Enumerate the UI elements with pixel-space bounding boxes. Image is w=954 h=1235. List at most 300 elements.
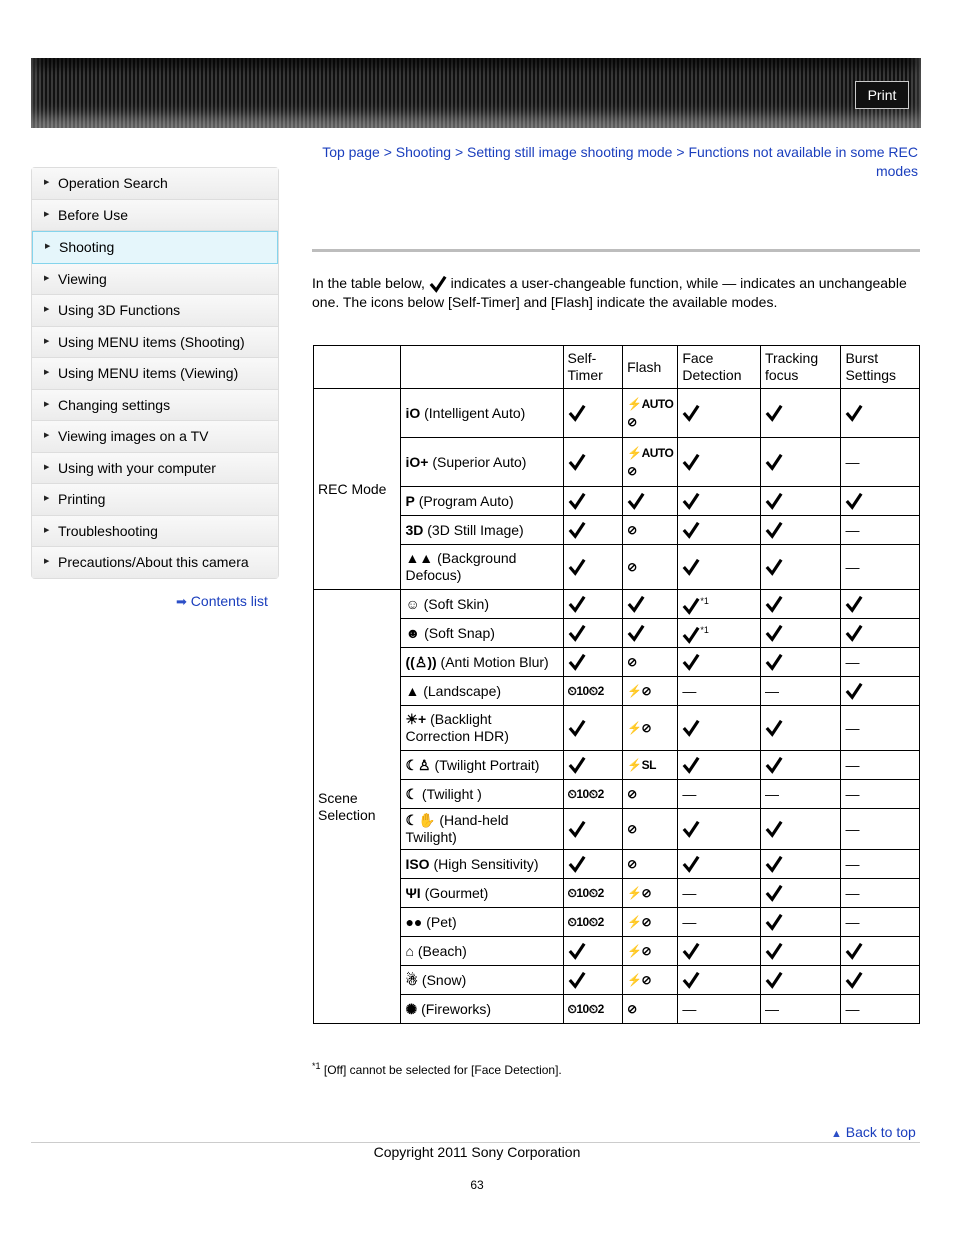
table-row xyxy=(314,809,920,850)
breadcrumb-top[interactable]: Top page xyxy=(322,144,380,160)
value-cell xyxy=(678,677,761,706)
sidebar-item-label: Operation Search xyxy=(58,175,168,191)
value-cell xyxy=(563,908,623,937)
check-icon xyxy=(568,942,586,960)
self-timer-icon: ⏲10⏲2 xyxy=(567,684,604,698)
arrow-right-icon: ▶ xyxy=(44,337,50,345)
breadcrumb-sep: > xyxy=(676,144,685,160)
value-cell xyxy=(678,619,761,648)
value-cell xyxy=(678,809,761,850)
value-cell xyxy=(841,706,920,751)
mode-icon: ●● xyxy=(405,913,423,930)
flash-on-off-icon: ⚡⊘ xyxy=(627,721,652,735)
table-row xyxy=(314,389,920,438)
mode-label: (Pet) xyxy=(426,913,457,930)
value-cell xyxy=(678,545,761,590)
value-cell xyxy=(841,516,920,545)
mode-label: (Twilight Portrait) xyxy=(434,756,540,773)
check-icon xyxy=(765,453,783,471)
sidebar-item-menu-viewing[interactable] xyxy=(32,358,278,390)
check-icon xyxy=(682,942,700,960)
arrow-right-icon: ▶ xyxy=(44,369,50,376)
mode-cell xyxy=(401,908,563,937)
mode-cell xyxy=(401,677,563,706)
dash: — xyxy=(845,453,860,470)
table-row xyxy=(314,648,920,677)
value-cell xyxy=(841,487,920,516)
check-icon xyxy=(845,682,863,700)
value-cell xyxy=(563,619,623,648)
value-cell xyxy=(678,995,761,1024)
value-cell xyxy=(841,850,920,879)
value-cell xyxy=(841,937,920,966)
check-icon xyxy=(682,719,700,737)
value-cell xyxy=(760,908,841,937)
table-row xyxy=(314,590,920,619)
header-cell xyxy=(314,346,401,389)
sidebar-item-computer[interactable] xyxy=(32,453,278,485)
value-cell xyxy=(623,619,678,648)
mode-label: (Landscape) xyxy=(423,682,502,699)
value-cell xyxy=(563,677,623,706)
table-row xyxy=(314,487,920,516)
mode-label: (Hand-held Twilight) xyxy=(405,812,509,845)
triangle-up-icon: ▲ xyxy=(831,1128,842,1140)
check-icon xyxy=(429,275,447,293)
value-cell xyxy=(841,908,920,937)
mode-cell xyxy=(401,438,563,487)
value-cell xyxy=(678,706,761,751)
value-cell xyxy=(760,487,841,516)
sidebar-item-precautions[interactable] xyxy=(32,547,278,578)
check-icon xyxy=(568,820,586,838)
check-icon xyxy=(627,492,645,510)
sidebar-item-label: Using 3D Functions xyxy=(58,302,181,318)
value-cell xyxy=(760,995,841,1024)
mode-icon: ☀+ xyxy=(405,711,427,727)
dash: — xyxy=(845,653,860,670)
value-cell xyxy=(841,677,920,706)
check-icon xyxy=(765,756,783,774)
mode-cell xyxy=(401,648,563,677)
value-cell xyxy=(841,809,920,850)
check-icon xyxy=(765,404,783,422)
arrow-right-icon: ▶ xyxy=(44,274,50,282)
check-icon xyxy=(765,820,783,838)
value-cell xyxy=(760,438,841,487)
value-cell xyxy=(841,648,920,677)
value-cell xyxy=(678,516,761,545)
intro-text xyxy=(312,274,920,311)
table-row xyxy=(314,751,920,780)
flash-off-icon: ⊘ xyxy=(627,787,637,801)
dash: — xyxy=(845,855,860,872)
value-cell xyxy=(623,966,678,995)
value-cell xyxy=(760,966,841,995)
sidebar-item-label: Before Use xyxy=(58,206,129,223)
table-header-row xyxy=(314,346,920,389)
table-row xyxy=(314,937,920,966)
value-cell xyxy=(563,487,623,516)
dash: — xyxy=(845,558,860,575)
flash-off-icon: ⊘ xyxy=(627,1002,637,1016)
table-row xyxy=(314,545,920,590)
value-cell xyxy=(563,516,623,545)
header-cell: Tracking focus xyxy=(760,346,841,389)
dash: — xyxy=(764,785,779,802)
value-cell xyxy=(841,438,920,487)
table-row xyxy=(314,908,920,937)
dash: — xyxy=(845,521,860,538)
self-timer-icon: ⏲10⏲2 xyxy=(567,915,604,929)
value-cell xyxy=(760,545,841,590)
mode-label: (Soft Skin) xyxy=(423,595,489,612)
value-cell xyxy=(678,590,761,619)
check-icon xyxy=(682,756,700,774)
value-cell xyxy=(841,995,920,1024)
value-cell xyxy=(678,879,761,908)
mode-icon: ▲▲ xyxy=(405,550,434,566)
flash-on-off-icon: ⚡⊘ xyxy=(627,886,652,900)
check-icon xyxy=(627,595,645,613)
value-cell xyxy=(623,908,678,937)
breadcrumb xyxy=(312,143,918,181)
sidebar-item-troubleshooting[interactable] xyxy=(32,516,278,548)
mode-cell xyxy=(401,995,563,1024)
mode-icon: 3D xyxy=(405,521,424,538)
sidebar-item-operation-search[interactable] xyxy=(32,168,278,200)
value-cell xyxy=(623,809,678,850)
check-icon xyxy=(765,595,783,613)
dash: — xyxy=(764,682,779,699)
check-icon xyxy=(682,653,700,671)
table-row xyxy=(314,516,920,545)
value-cell xyxy=(563,545,623,590)
value-cell xyxy=(841,389,920,438)
mode-label: (Twilight ) xyxy=(421,785,482,802)
mode-label: (Snow) xyxy=(421,971,467,988)
value-cell xyxy=(760,648,841,677)
value-cell xyxy=(563,780,623,809)
check-icon xyxy=(682,597,700,615)
mode-label: (Gourmet) xyxy=(424,884,489,901)
sidebar-item-3d-functions[interactable] xyxy=(32,295,278,327)
functions-table xyxy=(313,345,920,1024)
dash: — xyxy=(845,756,860,773)
mode-icon: P xyxy=(405,492,415,509)
mode-label: (Background Defocus) xyxy=(405,550,517,583)
sidebar-item-viewing[interactable] xyxy=(32,264,278,296)
check-icon xyxy=(765,521,783,539)
value-cell xyxy=(841,966,920,995)
sidebar-item-label: Precautions/About this camera xyxy=(58,554,249,570)
dash: — xyxy=(682,1000,697,1017)
flash-off-icon: ⊘ xyxy=(627,655,637,669)
value-cell xyxy=(760,590,841,619)
self-timer-icon: ⏲10⏲2 xyxy=(567,886,604,900)
sidebar-item-label: Viewing images on a TV xyxy=(58,428,209,444)
value-cell xyxy=(563,879,623,908)
mode-label: (Intelligent Auto) xyxy=(424,404,526,421)
print-button[interactable]: Print xyxy=(855,81,909,109)
sidebar-item-shooting[interactable] xyxy=(32,231,278,264)
arrow-right-icon: ▶ xyxy=(44,432,50,439)
mode-icon: ΨΙ xyxy=(405,884,421,901)
check-icon xyxy=(568,558,586,576)
value-cell xyxy=(678,648,761,677)
breadcrumb-current[interactable]: Functions not available in some REC modes xyxy=(688,144,918,179)
value-cell xyxy=(678,908,761,937)
dash: — xyxy=(845,1000,860,1017)
check-icon xyxy=(765,884,783,902)
breadcrumb-setting[interactable]: Setting still image shooting mode xyxy=(467,144,673,160)
check-icon xyxy=(568,653,586,671)
sidebar-item-label: Shooting xyxy=(59,239,115,255)
intro-before: In the table below, xyxy=(312,275,425,291)
value-cell xyxy=(678,438,761,487)
value-cell xyxy=(563,850,623,879)
check-icon xyxy=(568,492,586,510)
header-cell: Burst Settings xyxy=(841,346,920,389)
value-cell xyxy=(563,966,623,995)
value-cell xyxy=(760,516,841,545)
back-to-top-link[interactable] xyxy=(831,1124,916,1140)
value-cell xyxy=(678,389,761,438)
check-icon xyxy=(765,653,783,671)
value-cell xyxy=(841,879,920,908)
value-cell xyxy=(841,619,920,648)
value-cell xyxy=(760,879,841,908)
mode-cell xyxy=(401,850,563,879)
check-icon xyxy=(845,971,863,989)
sidebar-item-label: Using with your computer xyxy=(58,459,216,476)
value-cell xyxy=(760,780,841,809)
value-cell xyxy=(678,751,761,780)
mode-icon: iO xyxy=(405,404,421,421)
table-row xyxy=(314,706,920,751)
value-cell xyxy=(623,751,678,780)
dash: — xyxy=(845,820,860,837)
mode-label: (Soft Snap) xyxy=(424,624,495,641)
sidebar-item-label: Printing xyxy=(58,491,106,507)
mode-cell xyxy=(401,389,563,438)
check-icon xyxy=(568,521,586,539)
dash: — xyxy=(682,884,697,901)
flash-on-off-icon: ⚡⊘ xyxy=(627,684,652,698)
contents-list-link[interactable] xyxy=(176,593,268,610)
dash: — xyxy=(682,913,697,930)
value-cell xyxy=(563,751,623,780)
flash-off-icon: ⊘ xyxy=(627,822,637,836)
flash-off-icon: ⊘ xyxy=(627,560,637,574)
check-icon xyxy=(568,971,586,989)
sidebar-item-label: Changing settings xyxy=(58,396,171,413)
mode-cell xyxy=(401,937,563,966)
value-cell xyxy=(623,389,678,438)
sidebar-item-menu-shooting[interactable] xyxy=(32,327,278,359)
sidebar-item-printing[interactable] xyxy=(32,484,278,516)
check-icon xyxy=(845,404,863,422)
header-cell xyxy=(401,346,563,389)
value-cell xyxy=(678,487,761,516)
table-row xyxy=(314,619,920,648)
table-row xyxy=(314,879,920,908)
flash-on-off-icon: ⚡⊘ xyxy=(627,973,652,987)
mode-icon: ((♙)) xyxy=(405,653,437,670)
check-icon xyxy=(568,595,586,613)
value-cell xyxy=(563,937,623,966)
check-icon xyxy=(682,404,700,422)
flash-off-icon: ⊘ xyxy=(627,857,637,871)
value-cell xyxy=(623,648,678,677)
value-cell xyxy=(841,590,920,619)
mode-icon: ☻ xyxy=(405,624,421,641)
value-cell xyxy=(678,780,761,809)
page-number: 63 xyxy=(470,1178,484,1192)
dash: — xyxy=(845,785,860,802)
mode-label: (High Sensitivity) xyxy=(433,855,539,872)
check-icon xyxy=(845,624,863,642)
mode-icon: iO+ xyxy=(405,453,429,470)
mode-cell xyxy=(401,619,563,648)
breadcrumb-shooting[interactable]: Shooting xyxy=(395,144,452,160)
sidebar-nav xyxy=(31,167,279,579)
check-icon xyxy=(682,492,700,510)
table-row xyxy=(314,677,920,706)
mode-cell xyxy=(401,751,563,780)
value-cell xyxy=(623,995,678,1024)
flash-on-off-icon: ⚡⊘ xyxy=(627,915,652,929)
check-icon xyxy=(765,942,783,960)
header-banner xyxy=(31,58,921,128)
arrow-right-icon: ▶ xyxy=(44,306,50,313)
group-rec-mode: REC Mode xyxy=(314,389,401,590)
sidebar-item-changing-settings[interactable] xyxy=(32,390,278,422)
value-cell xyxy=(623,545,678,590)
value-cell xyxy=(623,438,678,487)
footer-divider xyxy=(31,1142,920,1143)
mode-label: (Backlight Correction HDR) xyxy=(405,711,509,744)
value-cell xyxy=(841,751,920,780)
mode-label: (Fireworks) xyxy=(421,1000,492,1017)
check-icon xyxy=(682,453,700,471)
check-icon xyxy=(568,855,586,873)
check-icon xyxy=(845,942,863,960)
check-icon xyxy=(765,855,783,873)
arrow-right-icon: ▶ xyxy=(44,558,50,565)
value-cell xyxy=(760,677,841,706)
value-cell xyxy=(623,706,678,751)
mode-icon: ⌂ xyxy=(405,942,414,959)
dash: — xyxy=(682,682,697,699)
arrow-right-icon: ▶ xyxy=(44,179,50,186)
value-cell xyxy=(760,809,841,850)
mode-cell xyxy=(401,966,563,995)
check-icon xyxy=(568,756,586,774)
sidebar-item-label: Using MENU items (Shooting) xyxy=(58,333,245,350)
check-icon xyxy=(682,521,700,539)
sidebar-item-label: Troubleshooting xyxy=(58,522,158,539)
self-timer-icon: ⏲10⏲2 xyxy=(567,1002,604,1016)
mode-icon: ☾♙ xyxy=(405,756,431,773)
mode-label: (3D Still Image) xyxy=(427,521,524,538)
table-row xyxy=(314,995,920,1024)
value-cell xyxy=(563,389,623,438)
table-row xyxy=(314,850,920,879)
value-cell xyxy=(678,966,761,995)
sidebar-item-label: Using MENU items (Viewing) xyxy=(58,365,239,381)
mode-label: (Beach) xyxy=(417,942,467,959)
value-cell xyxy=(678,937,761,966)
mode-icon: ▲ xyxy=(405,682,420,699)
arrow-right-icon: ▶ xyxy=(45,243,51,250)
flash-auto-icon: ⚡AUTO ⊘ xyxy=(627,397,674,429)
value-cell xyxy=(563,809,623,850)
mode-icon: ISO xyxy=(405,855,430,872)
dash: — xyxy=(764,1000,779,1017)
flash-off-icon: ⊘ xyxy=(627,523,637,537)
check-icon xyxy=(568,719,586,737)
mode-cell xyxy=(401,487,563,516)
mode-icon: ☾✋ xyxy=(405,812,436,828)
mode-icon: ☾ xyxy=(405,785,419,802)
sidebar-item-before-use[interactable] xyxy=(32,200,278,232)
check-icon xyxy=(682,626,700,644)
table-row xyxy=(314,780,920,809)
check-icon xyxy=(682,971,700,989)
copyright: Copyright 2011 Sony Corporation xyxy=(373,1144,581,1160)
check-icon xyxy=(627,624,645,642)
table-row xyxy=(314,438,920,487)
value-cell xyxy=(623,677,678,706)
footnote-ref: *1 xyxy=(700,625,709,636)
mode-icon: ☺ xyxy=(405,595,420,612)
mode-cell xyxy=(401,780,563,809)
flash-slow-sync-icon: ⚡SL xyxy=(627,758,656,772)
mode-icon: ✺ xyxy=(405,1000,418,1017)
dash: — xyxy=(682,785,697,802)
check-icon xyxy=(682,558,700,576)
value-cell xyxy=(760,619,841,648)
value-cell xyxy=(563,995,623,1024)
check-icon xyxy=(845,595,863,613)
contents-list-label: Contents list xyxy=(190,593,268,609)
title-divider xyxy=(312,249,920,252)
mode-cell xyxy=(401,879,563,908)
header-cell: Flash xyxy=(623,346,678,389)
value-cell xyxy=(760,389,841,438)
value-cell xyxy=(623,590,678,619)
sidebar-item-viewing-tv[interactable] xyxy=(32,421,278,453)
value-cell xyxy=(841,545,920,590)
flash-on-off-icon: ⚡⊘ xyxy=(627,944,652,958)
check-icon xyxy=(568,404,586,422)
dash: — xyxy=(845,719,860,736)
value-cell xyxy=(623,516,678,545)
value-cell xyxy=(760,937,841,966)
mode-icon: ☃ xyxy=(405,971,419,988)
check-icon xyxy=(765,492,783,510)
header-cell: Self-Timer xyxy=(563,346,623,389)
footnote-text: [Off] cannot be selected for [Face Detection]. xyxy=(323,1063,562,1077)
group-scene-selection: Scene Selection xyxy=(314,590,401,1024)
back-to-top-label: Back to top xyxy=(845,1124,916,1140)
dash: — xyxy=(845,913,860,930)
check-icon xyxy=(845,492,863,510)
mode-cell xyxy=(401,809,563,850)
check-icon xyxy=(765,913,783,931)
value-cell xyxy=(563,706,623,751)
